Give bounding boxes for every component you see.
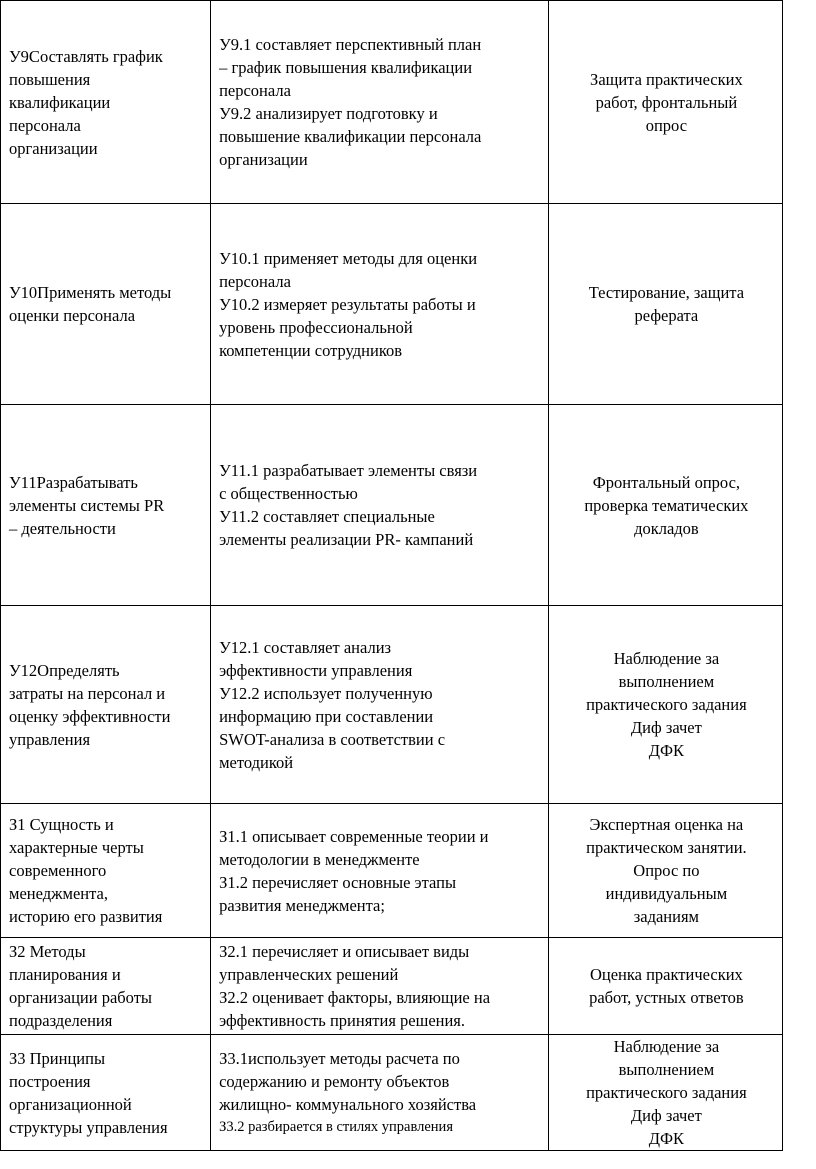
text-line: элементы реализации PR- кампаний <box>219 530 474 549</box>
text-line: У12.2 использует полученную <box>219 683 433 703</box>
text-line: З3.1использует методы расчета по <box>219 1049 460 1068</box>
text-line: Защита практических <box>590 69 743 89</box>
text-line: структуры управления <box>9 1117 168 1137</box>
text-line: персонала <box>219 271 291 291</box>
indicators-cell <box>211 405 549 606</box>
text-line: работ, устных ответов <box>589 988 744 1007</box>
table-row <box>1 1 783 204</box>
text-line: уровень профессиональной <box>219 317 413 337</box>
text-line: ДФК <box>648 741 685 760</box>
text-line: персонала <box>9 115 81 135</box>
text-line: У10.1 применяет методы для оценки <box>219 248 478 268</box>
text-line: З1.1 описывает современные теории и <box>219 826 489 846</box>
text-line: З1 Сущность и <box>9 815 114 834</box>
text-line: повышения <box>9 69 91 89</box>
indicators-cell <box>211 606 549 804</box>
text-line: У12Определять <box>9 660 120 680</box>
text-line: З2.2 оценивает факторы, влияющие на <box>219 988 491 1007</box>
text-line: ДФК <box>648 1129 685 1148</box>
text-line: докладов <box>634 518 699 538</box>
skill-cell <box>1 1 211 204</box>
skill-cell <box>1 405 211 606</box>
text-line: У9.2 анализирует подготовку и <box>219 104 438 123</box>
text-line: заданиям <box>633 907 700 926</box>
text-line: Наблюдение за <box>613 649 720 668</box>
indicators-cell <box>211 804 549 938</box>
text-line: У12.1 составляет анализ <box>219 637 392 657</box>
skill-cell <box>1 938 211 1035</box>
text-line: Диф зачет <box>630 718 702 737</box>
text-line: управления <box>9 729 91 749</box>
text-line: историю его развития <box>9 907 163 926</box>
assessment-cell <box>548 606 782 804</box>
text-line: выполнением <box>618 672 715 691</box>
text-line: – деятельности <box>9 518 116 538</box>
assessment-cell <box>548 938 782 1035</box>
text-line: оценку эффективности <box>9 706 171 726</box>
text-line: опрос <box>645 115 688 135</box>
text-line: З3 Принципы <box>9 1048 106 1068</box>
text-line: У9.1 составляет перспективный план <box>219 35 482 54</box>
text-line: работ, фронтальный <box>595 92 738 112</box>
table-row <box>1 606 783 804</box>
text-line: организационной <box>9 1094 132 1114</box>
text-line: построения <box>9 1071 91 1091</box>
text-line: реферата <box>634 306 699 325</box>
assessment-cell <box>548 804 782 938</box>
indicators-cell <box>211 938 549 1035</box>
text-line: Тестирование, защита <box>588 283 745 302</box>
assessment-cell <box>548 405 782 606</box>
skill-cell <box>1 804 211 938</box>
text-line: З2.1 перечисляет и описывает виды <box>219 942 470 961</box>
text-line: организации <box>9 138 98 158</box>
text-line: жилищно- коммунального хозяйства <box>219 1095 477 1114</box>
text-line: У9Составлять график <box>9 46 163 66</box>
text-line: Фронтальный опрос, <box>592 472 741 492</box>
table-row <box>1 938 783 1035</box>
text-line: практическом занятии. <box>586 838 747 857</box>
text-line: З2 Методы <box>9 942 86 961</box>
text-line: практического задания <box>586 1083 747 1102</box>
skill-cell <box>1 606 211 804</box>
table-row <box>1 804 783 938</box>
table-row <box>1 204 783 405</box>
text-line: практического задания <box>586 695 747 714</box>
text-line: Наблюдение за <box>613 1037 720 1056</box>
text-line: Оценка практических <box>589 965 743 984</box>
indicators-cell <box>211 204 549 405</box>
text-line: проверка тематических <box>584 495 749 515</box>
text-line: оценки персонала <box>9 306 136 325</box>
text-line: З3.2 разбирается в стилях управления <box>219 1119 453 1135</box>
text-line: элементы системы PR <box>9 495 165 515</box>
text-line: развития менеджмента; <box>219 895 385 915</box>
text-line: индивидуальным <box>605 884 728 903</box>
text-line: характерные черты <box>9 838 144 857</box>
text-line: затраты на персонал и <box>9 683 166 703</box>
text-line: содержанию и ремонту объектов <box>219 1072 450 1091</box>
text-line: подразделения <box>9 1011 113 1030</box>
text-line: У11.1 разрабатывает элементы связи <box>219 461 478 480</box>
text-line: Экспертная оценка на <box>589 815 744 834</box>
text-line: с общественностью <box>219 484 358 503</box>
assessment-cell <box>548 1 782 204</box>
text-line: У10.2 измеряет результаты работы и <box>219 294 476 314</box>
text-line: планирования и <box>9 965 121 984</box>
text-line: выполнением <box>618 1060 715 1079</box>
indicators-cell <box>211 1 549 204</box>
text-line: персонала <box>219 81 291 100</box>
text-line: Диф зачет <box>630 1106 702 1125</box>
assessment-cell <box>548 1035 782 1151</box>
table-row <box>1 405 783 606</box>
text-line: повышение квалификации персонала <box>219 127 482 146</box>
text-line: SWOT-анализа в соответствии с <box>219 729 446 749</box>
text-line: организации <box>219 150 308 169</box>
table-row <box>1 1035 783 1151</box>
text-line: методологии в менеджменте <box>219 849 420 869</box>
text-line: компетенции сотрудников <box>219 340 403 360</box>
assessment-cell <box>548 204 782 405</box>
text-line: современного <box>9 861 107 880</box>
text-line: управленческих решений <box>219 965 399 984</box>
skill-cell <box>1 204 211 405</box>
text-line: эффективность принятия решения. <box>219 1011 466 1030</box>
skill-cell <box>1 1035 211 1151</box>
text-line: организации работы <box>9 988 153 1007</box>
indicators-cell <box>211 1035 549 1151</box>
text-line: эффективности управления <box>219 660 413 680</box>
text-line: информацию при составлении <box>219 706 434 726</box>
text-line: З1.2 перечисляет основные этапы <box>219 872 457 892</box>
text-line: – график повышения квалификации <box>219 58 473 77</box>
text-line: Опрос по <box>633 861 700 880</box>
text-line: менеджмента, <box>9 884 108 903</box>
text-line: методикой <box>219 752 294 772</box>
text-line: У10Применять методы <box>9 283 172 302</box>
text-line: квалификации <box>9 92 111 112</box>
text-line: У11.2 составляет специальные <box>219 507 435 526</box>
text-line: У11Разрабатывать <box>9 472 138 492</box>
